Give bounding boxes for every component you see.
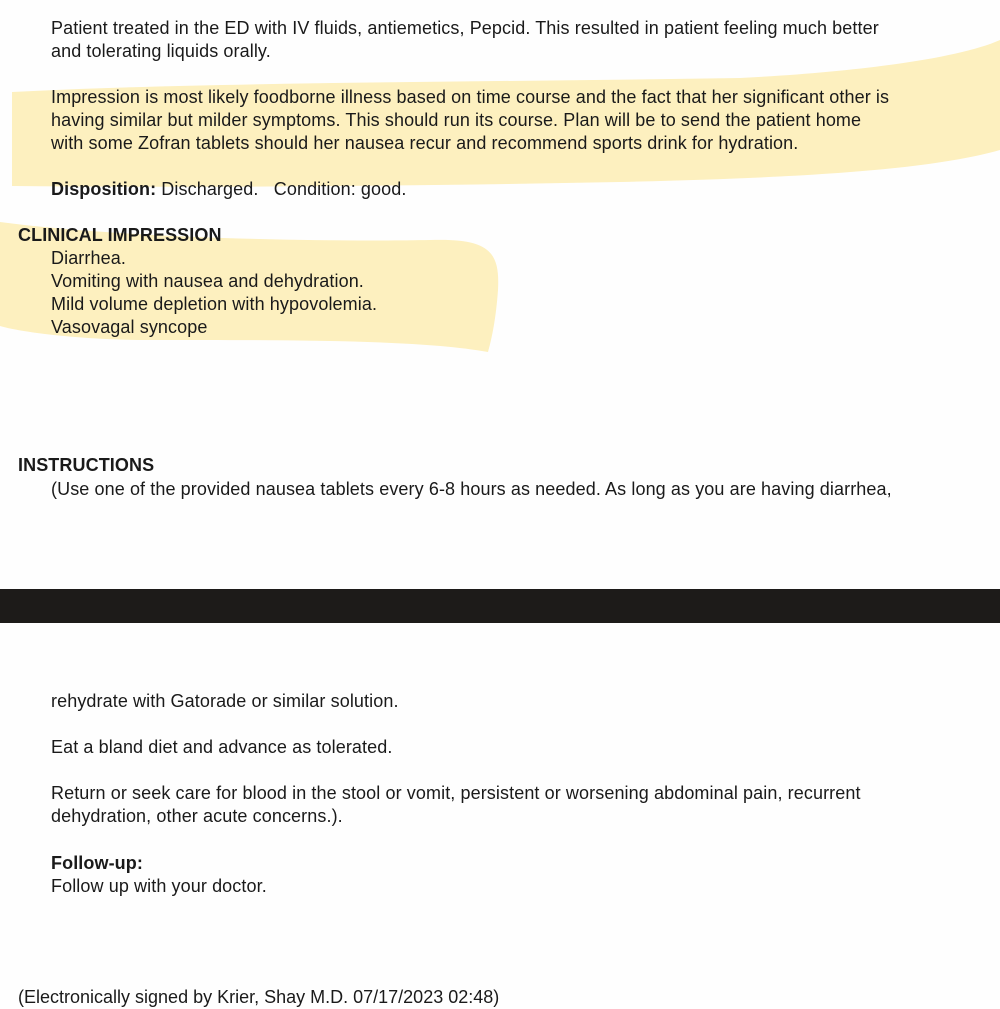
document-page-bottom [0, 623, 1000, 1000]
impression-line-2: having similar but milder symptoms. This should run its course. Plan will be to send the patient home [51, 110, 862, 130]
instructions-line-1: (Use one of the provided nausea tablets every 6-8 hours as needed. As long as you are having diarrhea, [51, 479, 892, 499]
disposition-text: Discharged. Condition: good. [156, 179, 407, 199]
instructions-continued-line: rehydrate with Gatorade or similar solution. [51, 691, 399, 711]
follow-up-heading: Follow-up: [51, 853, 143, 873]
disposition-label: Disposition: [51, 179, 157, 199]
clinical-impression-heading: CLINICAL IMPRESSION [18, 225, 222, 245]
clinical-impression-item: Mild volume depletion with hypovolemia. [51, 294, 378, 314]
treatment-line-1: Patient treated in the ED with IV fluids, antiemetics, Pepcid. This resulted in patient feeling much better [51, 18, 879, 38]
return-line-2: dehydration, other acute concerns.). [51, 806, 343, 826]
instructions-heading: INSTRUCTIONS [18, 455, 155, 475]
clinical-impression-item: Vomiting with nausea and dehydration. [51, 271, 364, 291]
page-separator [0, 589, 1000, 623]
follow-up-text: Follow up with your doctor. [51, 876, 267, 896]
treatment-line-2: and tolerating liquids orally. [51, 41, 271, 61]
clinical-impression-item: Diarrhea. [51, 248, 126, 268]
impression-line-3: with some Zofran tablets should her nausea recur and recommend sports drink for hydration. [51, 133, 799, 153]
diet-line: Eat a bland diet and advance as tolerated. [51, 737, 393, 757]
return-line-1: Return or seek care for blood in the stool or vomit, persistent or worsening abdominal pain, recurrent [51, 783, 861, 803]
disposition-line [51, 178, 406, 201]
electronic-signature-line: (Electronically signed by Krier, Shay M.D. 07/17/2023 02:48) [18, 987, 500, 1007]
impression-line-1: Impression is most likely foodborne illness based on time course and the fact that her significant other is [51, 87, 890, 107]
clinical-impression-item: Vasovagal syncope [51, 317, 208, 337]
